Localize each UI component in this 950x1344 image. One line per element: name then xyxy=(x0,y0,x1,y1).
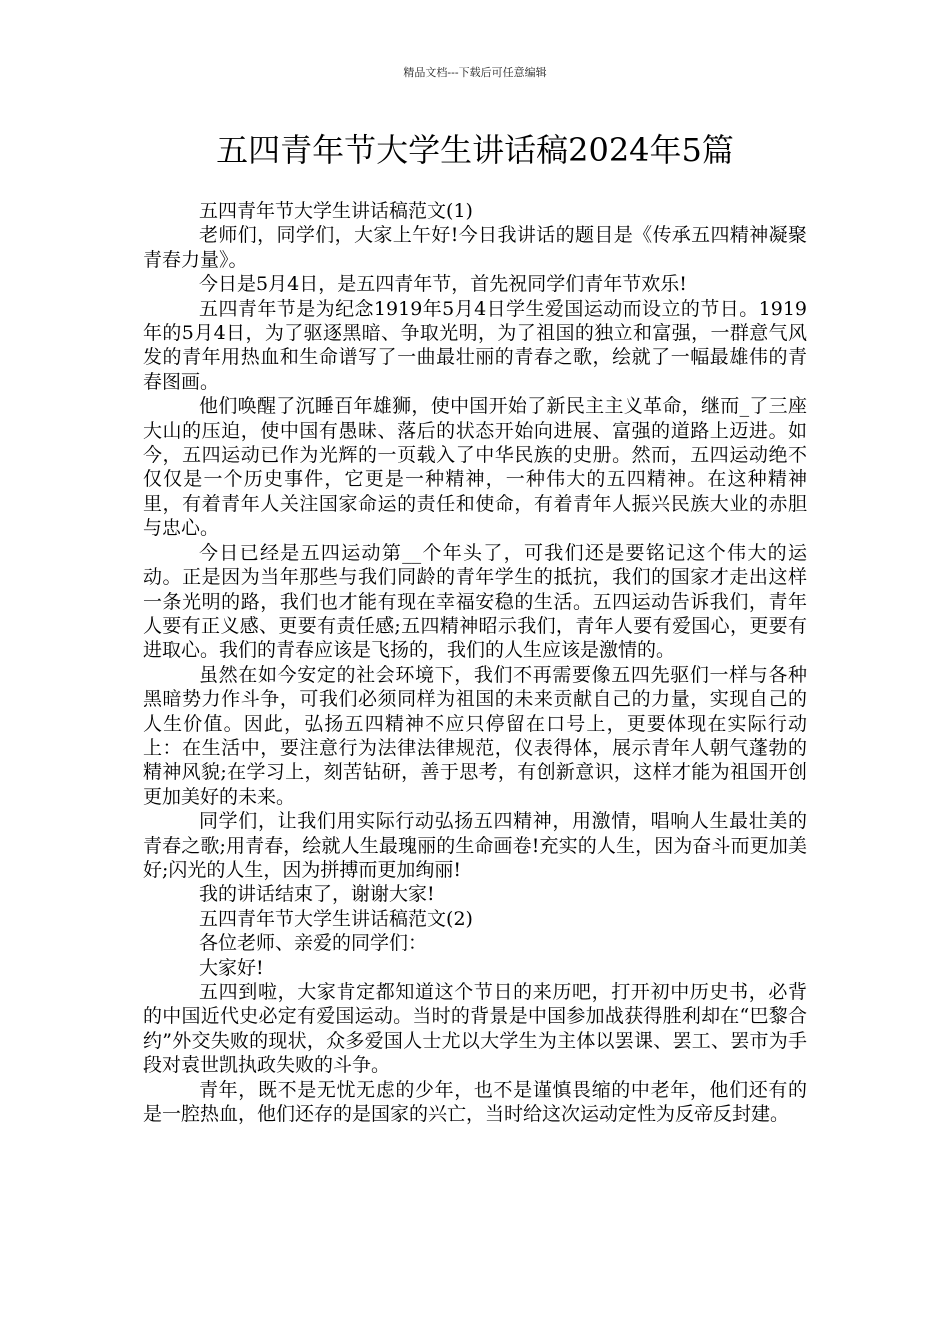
paragraph: 虽然在如今安定的社会环境下，我们不再需要像五四先驱们一样与各种黑暗势力作斗争，可我们必须同样为祖国的未来贡献自己的力量，实现自己的人生价值。因此，弘扬五四精神不应只停留在口号上，更要体现在实际行动上：在生活中，要注意行为法律法律规范，仪表得体，展示青年人朝气蓬勃的精神风貌;在学习上，刻苦钻研，善于思考，有创新意识，这样才能为祖国开创更加美好的未来。 xyxy=(143,663,807,808)
paragraph: 老师们，同学们，大家上午好!今日我讲话的题目是《传承五四精神凝聚青春力量》。 xyxy=(143,224,807,271)
document-body xyxy=(143,199,807,1126)
paragraph: 五四到啦，大家肯定都知道这个节日的来历吧，打开初中历史书，必背的中国近代史必定有爱国运动。当时的背景是中国参加战获得胜利却在“巴黎合约”外交失败的现状，众多爱国人士尤以大学生为主体以罢课、罢工、罢市为手段对袁世凯执政失败的斗争。 xyxy=(143,981,807,1077)
paragraph: 大家好! xyxy=(199,956,264,979)
paragraph: 各位老师、亲爱的同学们： xyxy=(199,932,428,955)
paragraph: 青年，既不是无忧无虑的少年，也不是谨慎畏缩的中老年，他们还有的是一腔热血，他们还存的是国家的兴亡，当时给这次运动定性为反帝反封建。 xyxy=(143,1078,807,1126)
paragraph: 今日已经是五四运动第__个年头了，可我们还是要铭记这个伟大的运动。正是因为当年那些与我们同龄的青年学生的抵抗，我们的国家才走出这样一条光明的路，我们也才能有现在幸福安稳的生活。五四运动告诉我们，青年人要有正义感、更要有责任感;五四精神昭示我们，青年人要有爱国心，更要有进取心。我们的青春应该是飞扬的，我们的人生应该是激情的。 xyxy=(143,541,807,662)
paragraph: 五四青年节大学生讲话稿范文(2) xyxy=(199,907,473,930)
header-note: 精品文档---下载后可任意编辑 xyxy=(403,66,547,79)
paragraph: 同学们，让我们用实际行动弘扬五四精神，用激情，唱响人生最壮美的青春之歌;用青春，绘就人生最瑰丽的生命画卷!充实的人生，因为奋斗而更加美好;闪光的人生，因为拼搏而更加绚丽! xyxy=(143,810,807,881)
document-title: 五四青年节大学生讲话稿2024年5篇 xyxy=(216,131,734,169)
paragraph: 他们唤醒了沉睡百年雄狮，使中国开始了新民主主义革命，继而_了三座大山的压迫，使中国有愚昧、落后的状态开始向进展、富强的道路上迈进。如今，五四运动已作为光辉的一页载入了中华民族的史册。然而，五四运动绝不仅仅是一个历史事件，它更是一种精神，一种伟大的五四精神。在这种精神里，有着青年人关注国家命运的责任和使命，有着青年人振兴民族大业的赤胆与忠心。 xyxy=(143,395,807,540)
paragraph: 今日是5月4日，是五四青年节，首先祝同学们青年节欢乐! xyxy=(199,273,687,296)
paragraph: 五四青年节是为纪念1919年5月4日学生爱国运动而设立的节日。1919年的5月4日，为了驱逐黑暗、争取光明，为了祖国的独立和富强，一群意气风发的青年用热血和生命谱写了一曲最壮丽的青春之歌，绘就了一幅最雄伟的青春图画。 xyxy=(143,297,807,393)
paragraph: 五四青年节大学生讲话稿范文(1) xyxy=(199,200,473,222)
paragraph: 我的讲话结束了，谢谢大家! xyxy=(199,883,435,906)
